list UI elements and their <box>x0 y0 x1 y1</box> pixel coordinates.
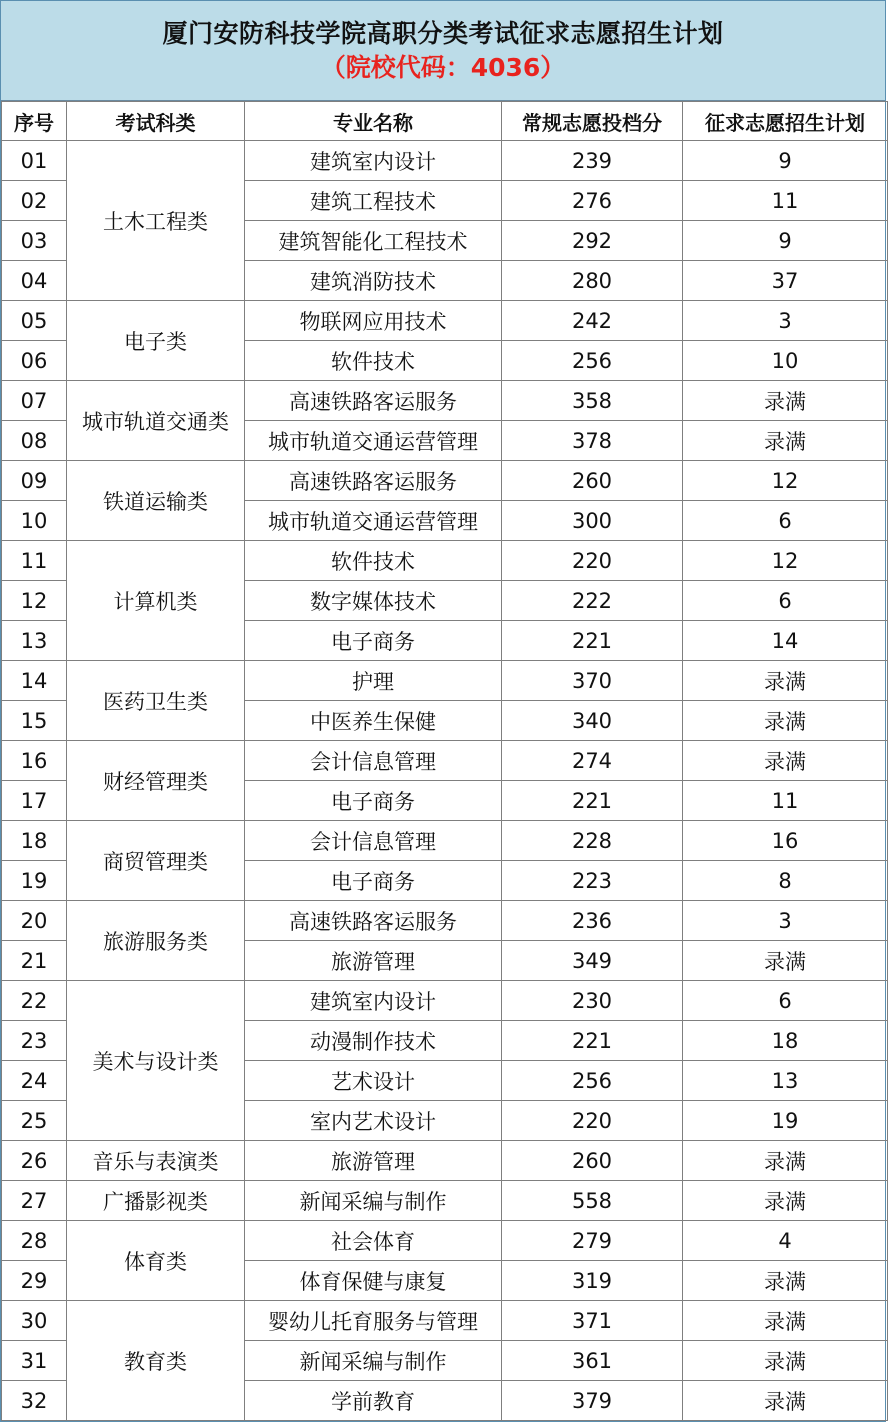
major-name: 高速铁路客运服务 <box>245 461 502 501</box>
row-number: 21 <box>2 941 67 981</box>
regular-score: 370 <box>502 661 683 701</box>
major-name: 会计信息管理 <box>245 821 502 861</box>
regular-score: 276 <box>502 181 683 221</box>
table-row <box>2 461 888 501</box>
row-number: 17 <box>2 781 67 821</box>
regular-score: 358 <box>502 381 683 421</box>
regular-score: 279 <box>502 1221 683 1261</box>
regular-score: 220 <box>502 541 683 581</box>
row-number: 12 <box>2 581 67 621</box>
row-number: 07 <box>2 381 67 421</box>
supplement-plan: 18 <box>683 1021 888 1061</box>
regular-score: 242 <box>502 301 683 341</box>
regular-score: 256 <box>502 341 683 381</box>
major-name: 新闻采编与制作 <box>245 1181 502 1221</box>
regular-score: 221 <box>502 781 683 821</box>
regular-score: 223 <box>502 861 683 901</box>
row-number: 05 <box>2 301 67 341</box>
supplement-plan: 11 <box>683 781 888 821</box>
major-name: 旅游管理 <box>245 1141 502 1181</box>
row-number: 19 <box>2 861 67 901</box>
regular-score: 220 <box>502 1101 683 1141</box>
supplement-plan: 13 <box>683 1061 888 1101</box>
row-number: 06 <box>2 341 67 381</box>
supplement-plan: 6 <box>683 581 888 621</box>
regular-score: 221 <box>502 1021 683 1061</box>
supplement-plan: 录满 <box>683 941 888 981</box>
major-name: 艺术设计 <box>245 1061 502 1101</box>
row-number: 14 <box>2 661 67 701</box>
table-row <box>2 981 888 1021</box>
supplement-plan: 19 <box>683 1101 888 1141</box>
row-number: 30 <box>2 1301 67 1341</box>
major-name: 城市轨道交通运营管理 <box>245 501 502 541</box>
regular-score: 349 <box>502 941 683 981</box>
supplement-plan: 10 <box>683 341 888 381</box>
major-name: 护理 <box>245 661 502 701</box>
exam-category: 医药卫生类 <box>67 661 245 741</box>
supplement-plan: 9 <box>683 141 888 181</box>
regular-score: 280 <box>502 261 683 301</box>
major-name: 动漫制作技术 <box>245 1021 502 1061</box>
table-row <box>2 1141 888 1181</box>
row-number: 22 <box>2 981 67 1021</box>
supplement-plan: 8 <box>683 861 888 901</box>
regular-score: 228 <box>502 821 683 861</box>
major-name: 学前教育 <box>245 1381 502 1421</box>
supplement-plan: 4 <box>683 1221 888 1261</box>
major-name: 新闻采编与制作 <box>245 1341 502 1381</box>
exam-category: 土木工程类 <box>67 141 245 301</box>
major-name: 体育保健与康复 <box>245 1261 502 1301</box>
header-no: 序号 <box>2 102 67 141</box>
row-number: 02 <box>2 181 67 221</box>
supplement-plan: 录满 <box>683 1381 888 1421</box>
row-number: 03 <box>2 221 67 261</box>
supplement-plan: 6 <box>683 501 888 541</box>
table-row <box>2 301 888 341</box>
table-row <box>2 141 888 181</box>
major-name: 电子商务 <box>245 861 502 901</box>
table-row <box>2 661 888 701</box>
regular-score: 340 <box>502 701 683 741</box>
major-name: 中医养生保健 <box>245 701 502 741</box>
major-name: 社会体育 <box>245 1221 502 1261</box>
row-number: 04 <box>2 261 67 301</box>
major-name: 数字媒体技术 <box>245 581 502 621</box>
supplement-plan: 录满 <box>683 701 888 741</box>
exam-category: 城市轨道交通类 <box>67 381 245 461</box>
supplement-plan: 录满 <box>683 421 888 461</box>
row-number: 09 <box>2 461 67 501</box>
major-name: 建筑消防技术 <box>245 261 502 301</box>
major-name: 建筑工程技术 <box>245 181 502 221</box>
regular-score: 274 <box>502 741 683 781</box>
major-name: 室内艺术设计 <box>245 1101 502 1141</box>
exam-category: 铁道运输类 <box>67 461 245 541</box>
exam-category: 体育类 <box>67 1221 245 1301</box>
supplement-plan: 6 <box>683 981 888 1021</box>
row-number: 31 <box>2 1341 67 1381</box>
major-name: 高速铁路客运服务 <box>245 381 502 421</box>
supplement-plan: 录满 <box>683 1261 888 1301</box>
regular-score: 300 <box>502 501 683 541</box>
supplement-plan: 录满 <box>683 661 888 701</box>
exam-category: 计算机类 <box>67 541 245 661</box>
supplement-plan: 16 <box>683 821 888 861</box>
regular-score: 319 <box>502 1261 683 1301</box>
row-number: 01 <box>2 141 67 181</box>
regular-score: 558 <box>502 1181 683 1221</box>
exam-category: 音乐与表演类 <box>67 1141 245 1181</box>
major-name: 电子商务 <box>245 621 502 661</box>
exam-category: 教育类 <box>67 1301 245 1421</box>
row-number: 11 <box>2 541 67 581</box>
regular-score: 379 <box>502 1381 683 1421</box>
supplement-plan: 12 <box>683 461 888 501</box>
major-name: 软件技术 <box>245 341 502 381</box>
header-row <box>2 102 888 141</box>
regular-score: 221 <box>502 621 683 661</box>
row-number: 18 <box>2 821 67 861</box>
table-row <box>2 541 888 581</box>
exam-category: 财经管理类 <box>67 741 245 821</box>
exam-category: 电子类 <box>67 301 245 381</box>
row-number: 20 <box>2 901 67 941</box>
supplement-plan: 3 <box>683 901 888 941</box>
row-number: 29 <box>2 1261 67 1301</box>
row-number: 23 <box>2 1021 67 1061</box>
regular-score: 222 <box>502 581 683 621</box>
table-row <box>2 821 888 861</box>
regular-score: 378 <box>502 421 683 461</box>
major-name: 高速铁路客运服务 <box>245 901 502 941</box>
supplement-plan: 12 <box>683 541 888 581</box>
major-name: 电子商务 <box>245 781 502 821</box>
regular-score: 292 <box>502 221 683 261</box>
supplement-plan: 录满 <box>683 741 888 781</box>
row-number: 24 <box>2 1061 67 1101</box>
row-number: 16 <box>2 741 67 781</box>
table-row <box>2 741 888 781</box>
supplement-plan: 录满 <box>683 1181 888 1221</box>
supplement-plan: 3 <box>683 301 888 341</box>
exam-category: 旅游服务类 <box>67 901 245 981</box>
supplement-plan: 录满 <box>683 1341 888 1381</box>
major-name: 建筑智能化工程技术 <box>245 221 502 261</box>
page-title: 厦门安防科技学院高职分类考试征求志愿招生计划 <box>162 18 724 48</box>
row-number: 13 <box>2 621 67 661</box>
supplement-plan: 录满 <box>683 1141 888 1181</box>
supplement-plan: 录满 <box>683 1301 888 1341</box>
regular-score: 371 <box>502 1301 683 1341</box>
major-name: 婴幼儿托育服务与管理 <box>245 1301 502 1341</box>
plan-table <box>1 101 888 1421</box>
header-major: 专业名称 <box>245 102 502 141</box>
exam-category: 美术与设计类 <box>67 981 245 1141</box>
row-number: 26 <box>2 1141 67 1181</box>
exam-category: 广播影视类 <box>67 1181 245 1221</box>
exam-category: 商贸管理类 <box>67 821 245 901</box>
supplement-plan: 11 <box>683 181 888 221</box>
row-number: 27 <box>2 1181 67 1221</box>
row-number: 08 <box>2 421 67 461</box>
major-name: 建筑室内设计 <box>245 141 502 181</box>
regular-score: 260 <box>502 1141 683 1181</box>
major-name: 城市轨道交通运营管理 <box>245 421 502 461</box>
table-row <box>2 1221 888 1261</box>
regular-score: 260 <box>502 461 683 501</box>
regular-score: 256 <box>502 1061 683 1101</box>
row-number: 10 <box>2 501 67 541</box>
table-row <box>2 1181 888 1221</box>
regular-score: 236 <box>502 901 683 941</box>
school-code: （院校代码：4036） <box>320 52 566 82</box>
supplement-plan: 14 <box>683 621 888 661</box>
major-name: 旅游管理 <box>245 941 502 981</box>
major-name: 建筑室内设计 <box>245 981 502 1021</box>
table-body <box>2 141 888 1421</box>
row-number: 25 <box>2 1101 67 1141</box>
header-category: 考试科类 <box>67 102 245 141</box>
row-number: 15 <box>2 701 67 741</box>
regular-score: 230 <box>502 981 683 1021</box>
row-number: 28 <box>2 1221 67 1261</box>
supplement-plan: 录满 <box>683 381 888 421</box>
table-row <box>2 901 888 941</box>
regular-score: 361 <box>502 1341 683 1381</box>
title-band <box>1 1 885 101</box>
row-number: 32 <box>2 1381 67 1421</box>
regular-score: 239 <box>502 141 683 181</box>
major-name: 会计信息管理 <box>245 741 502 781</box>
supplement-plan: 37 <box>683 261 888 301</box>
header-score: 常规志愿投档分 <box>502 102 683 141</box>
supplement-plan: 9 <box>683 221 888 261</box>
major-name: 物联网应用技术 <box>245 301 502 341</box>
major-name: 软件技术 <box>245 541 502 581</box>
table-row <box>2 1301 888 1341</box>
header-plan: 征求志愿招生计划 <box>683 102 888 141</box>
table-row <box>2 381 888 421</box>
